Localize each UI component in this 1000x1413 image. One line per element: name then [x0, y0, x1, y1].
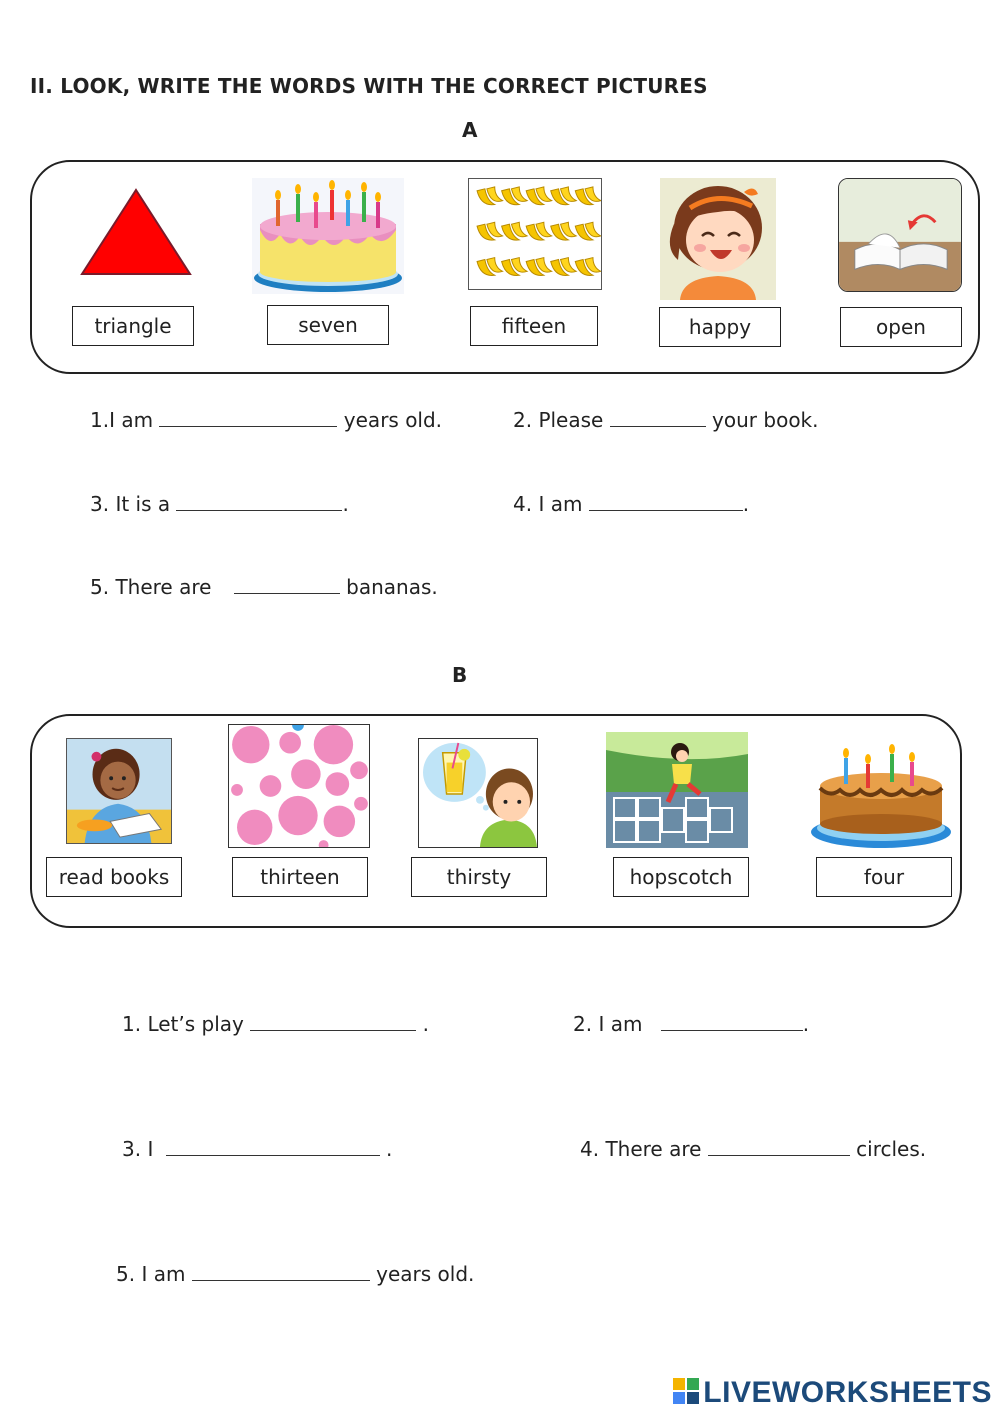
- thirteen-pink-dots-picture: [228, 724, 370, 848]
- word-box-four: four: [816, 857, 952, 897]
- word-box-read-books: read books: [46, 857, 182, 897]
- sentence-b2-end: .: [802, 1012, 810, 1036]
- answer-blank-b4[interactable]: [708, 1137, 850, 1156]
- word-box-thirteen: thirteen: [232, 857, 368, 897]
- word-box-fifteen: fifteen: [470, 306, 598, 346]
- sentence-b3: [122, 1137, 392, 1161]
- word-box-triangle: triangle: [72, 306, 194, 346]
- fifteen-bananas-picture: [468, 178, 602, 290]
- sentence-b4: [580, 1137, 926, 1161]
- answer-blank-a1[interactable]: [159, 408, 337, 427]
- word-box-happy: happy: [659, 307, 781, 347]
- sentence-a1-end: years old.: [337, 408, 443, 432]
- answer-blank-b3[interactable]: [166, 1137, 380, 1156]
- answer-blank-a4[interactable]: [589, 492, 743, 511]
- answer-blank-a3[interactable]: [176, 492, 342, 511]
- answer-blank-b5[interactable]: [192, 1262, 370, 1281]
- sentence-a3-end: .: [342, 492, 349, 516]
- worksheet-heading: II. LOOK, WRITE THE WORDS WITH THE CORRECT PICTURES: [30, 74, 708, 98]
- word-box-hopscotch: hopscotch: [613, 857, 749, 897]
- sentence-b3-end: .: [379, 1137, 393, 1161]
- sentence-a2-start: 2. Please: [513, 408, 610, 432]
- sentence-a2-end: your book.: [705, 408, 819, 432]
- sentence-b3-start: 3. I: [122, 1137, 160, 1161]
- sentence-b4-start: 4. There are: [580, 1137, 708, 1161]
- open-book-picture: [838, 178, 962, 292]
- sentence-b5: [116, 1262, 474, 1286]
- happy-girl-picture: [660, 178, 776, 300]
- sentence-b2-start: 2. I am: [573, 1012, 649, 1036]
- sentence-a4-end: .: [742, 492, 750, 516]
- sentence-a3-start: 3. It is a: [90, 492, 177, 516]
- sentence-b1: [122, 1012, 429, 1036]
- sentence-b4-end: circles.: [849, 1137, 927, 1161]
- answer-blank-a5[interactable]: [234, 575, 340, 594]
- sentence-b2: [573, 1012, 809, 1036]
- sentence-b1-end: .: [416, 1012, 429, 1036]
- sentence-a1-start: 1.I am: [90, 408, 160, 432]
- cake-four-candles-picture: [810, 740, 952, 850]
- triangle-picture: [80, 188, 192, 276]
- answer-blank-a2[interactable]: [610, 408, 706, 427]
- sentence-a5: [90, 575, 438, 599]
- girl-reading-picture: [66, 738, 172, 844]
- sentence-b5-end: years old.: [369, 1262, 475, 1286]
- sentence-a3: [90, 492, 349, 516]
- sentence-b5-start: 5. I am: [116, 1262, 192, 1286]
- sentence-b1-start: 1. Let’s play: [122, 1012, 251, 1036]
- sentence-a1: [90, 408, 442, 432]
- brand-name: LIVEWORKSHEETS: [703, 1376, 992, 1409]
- answer-blank-b1[interactable]: [250, 1012, 416, 1031]
- birthday-cake-seven-candles-picture: [252, 178, 404, 294]
- liveworksheets-logo-icon: [673, 1378, 699, 1408]
- liveworksheets-brand: [673, 1376, 992, 1410]
- sentence-a5-start: 5. There are: [90, 575, 218, 599]
- sentence-a2: [513, 408, 819, 432]
- section-a-label: A: [462, 118, 478, 142]
- word-box-thirsty: thirsty: [411, 857, 547, 897]
- section-b-label: B: [452, 663, 468, 687]
- answer-blank-b2[interactable]: [661, 1012, 803, 1031]
- hopscotch-picture: [606, 732, 748, 848]
- sentence-a4-start: 4. I am: [513, 492, 589, 516]
- thirsty-boy-picture: [418, 738, 538, 848]
- word-box-open: open: [840, 307, 962, 347]
- sentence-a5-end: bananas.: [339, 575, 438, 599]
- sentence-a4: [513, 492, 749, 516]
- word-box-seven: seven: [267, 305, 389, 345]
